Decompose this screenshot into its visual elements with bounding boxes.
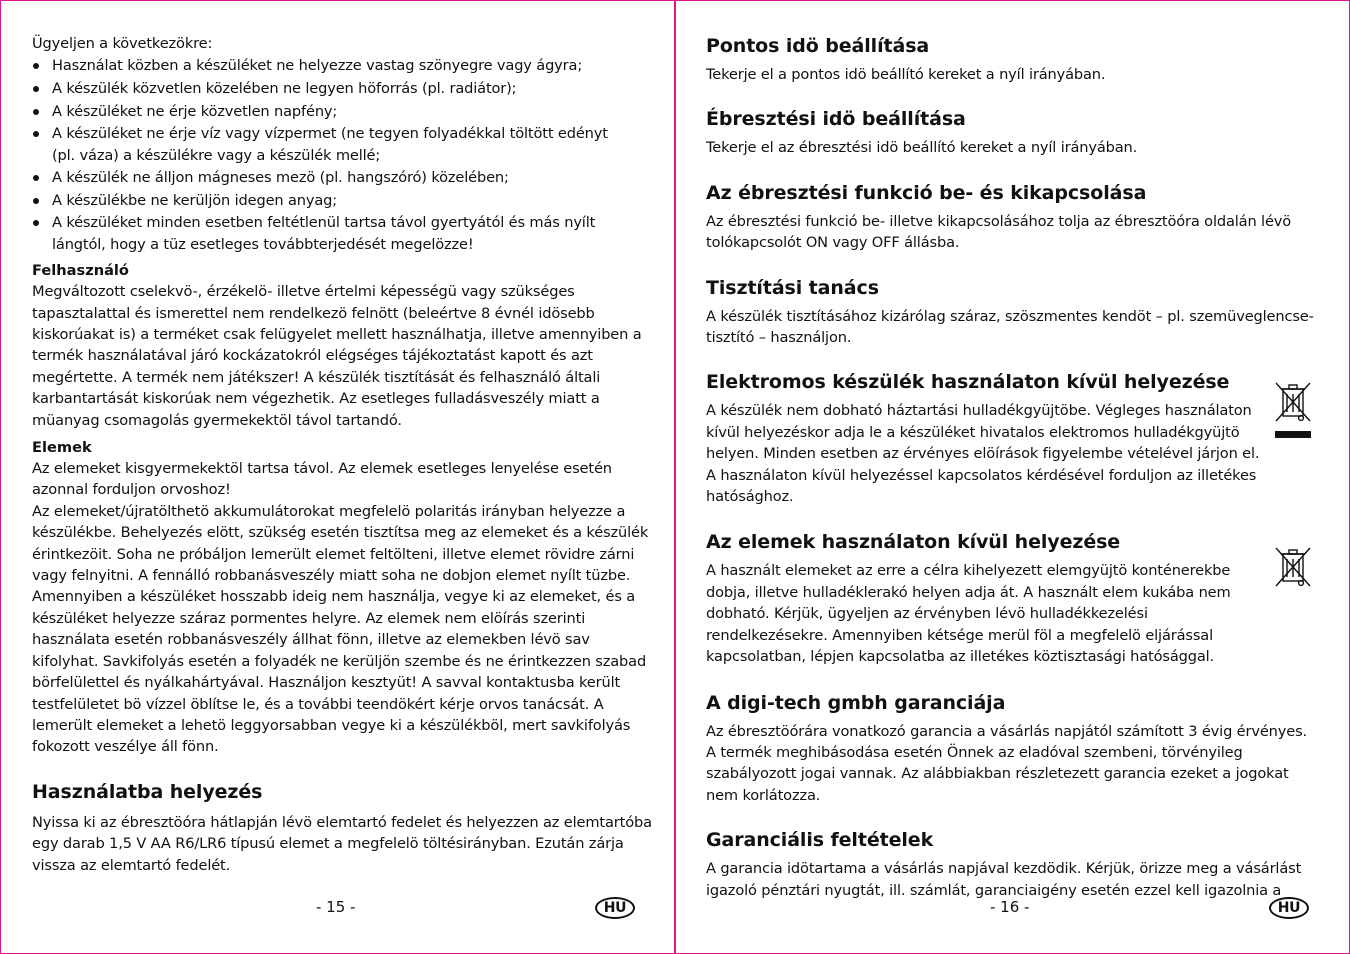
bullet-icon [33,220,39,226]
weee-bin-icon [1273,381,1313,443]
list-item: A készülék ne álljon mágneses mezö (pl. hangszóró) közelében; [32,167,652,188]
list-item: A készülékbe ne kerüljön idegen anyag; [32,190,652,211]
list-item: Használat közben a készüléket ne helyezze vastag szönyegre vagy ágyra; [32,55,652,76]
section-heading: A digi-tech gmbh garanciája [706,691,1006,714]
battery-weee-bin-icon [1273,546,1313,594]
section-text: A használt elemeket az erre a célra kihelyezett elemgyüjtö konténerekbe dobja, illetve hulladéklerakó helyen adja át. A használt elem kukába nem dobható. Kérjük, ügyeljen az érvényben lévö hulladékkezelési rendelkezésekre. Amennyiben kétsége merül föl a megfelelö eljárással kapcsolatban, lépjen kapcsolatba az illetékes köztisztasági hatósággal. [706,562,1231,666]
list-item: A készüléket minden esetben feltétlenül tartsa távol gyertyától és más nyílt lángtól, hogy a tüz esetleges továbbterjedését megelözze! [32,212,652,255]
section-heading: Elektromos készülék használaton kívül helyezése [706,371,1230,394]
section-text: A készülék tisztításához kizárólag száraz, szöszmentes kendöt – pl. szemüveglencse-tisztító – használjon. [706,307,1314,347]
language-badge-left: HU [595,897,635,919]
section-heading: Az ébresztési funkció be- és kikapcsolása [706,181,1147,204]
bullet-icon [33,198,39,204]
bullet-icon [33,86,39,92]
bullet-icon [33,131,39,137]
section-heading: Garanciális feltételek [706,829,934,852]
left-column [32,33,652,876]
section-text: A készülék nem dobható háztartási hulladékgyüjtöbe. Végleges használaton kívül helyezéskor adja le a készüléket hivatalos elektromos hulladékgyüjtö helyen. Minden esetben az érvényes elöírások figyelembe vételével járjon el. A használaton kívül helyezéssel kapcsolatos kérdésével forduljon az illetékes hatósághoz. [706,402,1260,506]
batteries-text-2: Az elemeket/újratölthetö akkumulátorokat megfelelö polaritás irányban helyezze a készülékbe. Behelyezés elött, szükség esetén tisztítsa meg az elemeket és a készülék érintkezöit. Soha ne próbáljon lemerült elemet feltölteni, illetve elemet rövidre zárni vagy felnyitni. A fennálló robbanásveszély miatt soha ne dobjon elemet nyílt tüzbe. Amennyiben a készüléket hosszabb ideig nem használja, vegye ki az elemeket, és a készüléket helyezze száraz pormentes helyre. Az elemek nem elöírás szerinti használata esetén robbanásveszély állhat fönn, illetve az elemekben lévö sav kifolyhat. Savkifolyás esetén a folyadék ne kerüljön szembe és ne érintkezzen szabad börfelülettel és nyálkahártyával. Használjon kesztyüt! A savval kontaktusba került testfelületet bö vízzel öblítse le, és a további teendökért kérje orvos tanácsát. A lemerült elemeket a lehetö leggyorsabban vegye ki a készülékböl, mert savkifolyás fokozott veszélye áll fönn. [32,502,649,756]
page-number-right: - 16 - [990,898,1030,916]
list-item: A készüléket ne érje víz vagy vízpermet (ne tegyen folyadékkal töltött edényt (pl. váza) a készülékre vagy a készülék mellé; [32,123,652,166]
batteries-text-1: Az elemeket kisgyermekektöl tartsa távol. Az elemek esetleges lenyelése esetén azonnal forduljon orvoshoz! [32,460,612,499]
section-heading: Ébresztési idö beállítása [706,108,966,131]
bullet-icon [33,175,39,181]
bullet-icon [33,109,39,115]
user-heading: Felhasználó [32,262,129,280]
precaution-list [32,55,652,255]
section-text: Az ébresztöórára vonatkozó garancia a vásárlás napjától számított 3 évig érvényes. A termék meghibásodása esetén Önnek az eladóval szembeni, törvényileg szabályozott jogai vannak. Az alábbiakban részletezett garancia ezeket a jogokat nem korlátozza. [706,722,1308,804]
batteries-heading: Elemek [32,439,92,457]
section-heading: Az elemek használaton kívül helyezése [706,531,1121,554]
page-number-left: - 15 - [316,898,356,916]
setup-heading: Használatba helyezés [32,780,263,803]
section-heading: Tisztítási tanács [706,276,879,299]
list-item: A készüléket ne érje közvetlen napfény; [32,101,652,122]
section-text: A garancia idötartama a vásárlás napjával kezdödik. Kérjük, örizze meg a vásárlást igazoló pénztári nyugtát, ill. számlát, garanciaigény esetén ezzel kell igazolnia a [706,860,1302,899]
section-text: Tekerje el az ébresztési idö beállító kereket a nyíl irányában. [706,139,1138,157]
user-text: Megváltozott cselekvö-, érzékelö- illetve értelmi képességü vagy szükséges tapasztalattal és ismerettel nem rendelkezö felnött (beleértve 8 évnél idösebb kiskorúakat is) a terméket csak felügyelet mellett használhatja, illetve amennyiben a termék használatával járó kockázatokról elégséges tájékoztatást kapott és azt megértette. A termék nem játékszer! A készülék tisztítását és felhasználó általi karbantartását kiskorúak nem végezhetik. Az esetleges fulladásveszély miatt a müanyag csomagolás gyermekektöl távol tartandó. [32,283,642,429]
section-text: Tekerje el a pontos idö beállító kereket a nyíl irányában. [706,66,1106,83]
intro-text: Ügyeljen a következökre: [32,35,213,52]
setup-text: Nyissa ki az ébresztöóra hátlapján lévö elemtartó fedelet és helyezzen az elemtartóba egy darab 1,5 V AA R6/LR6 típusú elemet a megfelelö töltésirányban. Ezután zárja vissza az elemtartó fedelét. [32,813,652,874]
list-item: A készülék közvetlen közelében ne legyen höforrás (pl. radiátor); [32,78,652,99]
page-divider [674,0,676,954]
section-heading: Pontos idö beállítása [706,35,930,57]
language-badge-right: HU [1269,897,1309,919]
right-column [706,34,1318,901]
section-text: Az ébresztési funkció be- illetve kikapcsolásához tolja az ébresztöóra oldalán lévö tolókapcsolót ON vagy OFF állásba. [706,212,1292,252]
bullet-icon [33,63,39,69]
